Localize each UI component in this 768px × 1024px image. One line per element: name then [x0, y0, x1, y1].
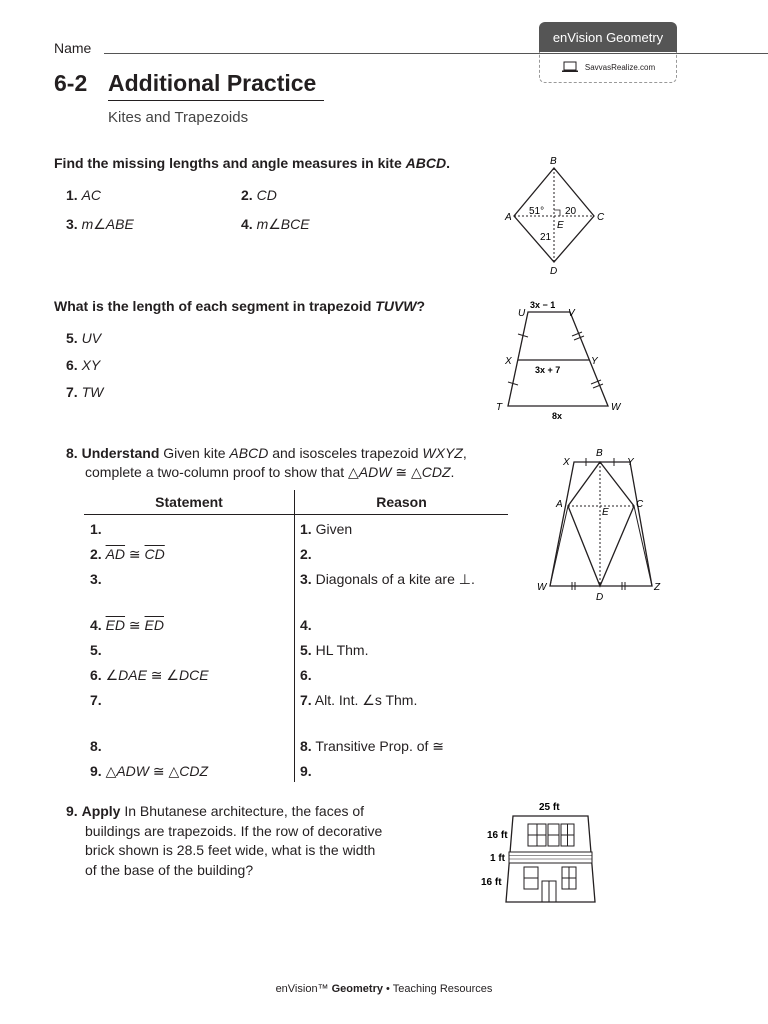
statement-cell[interactable] [84, 757, 295, 782]
label-D: D [596, 592, 604, 603]
problem-6 [66, 357, 100, 373]
statement-text: △ADW ≅ △CDZ [105, 763, 209, 779]
proof-row [84, 611, 508, 636]
problem-9-line3: brick shown is 28.5 feet wide, what is the width [85, 842, 376, 858]
statement-num: 3. [90, 571, 102, 587]
label-B: B [550, 156, 557, 167]
statement-text: $\overline{ED}$ ≅ $\overline{ED}$ [105, 617, 164, 633]
label-Y: Y [627, 457, 634, 468]
prompt-text: What is the length of each segment in trapezoid [54, 298, 376, 314]
brand-logo: enVision Geometry [539, 22, 677, 52]
label-X: X [563, 457, 570, 468]
problem-3 [66, 216, 134, 233]
prompt-variable: TUVW [375, 298, 417, 314]
proof-row [84, 515, 508, 541]
realize-url[interactable]: SavvasRealize.com [584, 62, 656, 72]
reason-text: HL Thm. [311, 642, 369, 658]
label-U: U [518, 308, 526, 319]
statement-cell[interactable] [84, 611, 295, 636]
kite-figure [500, 150, 620, 280]
proof-row [84, 732, 508, 757]
statement-cell[interactable] [84, 540, 295, 565]
footer-text: • Teaching Resources [382, 983, 493, 995]
reason-header: Reason [295, 490, 509, 515]
problem-8-line2 [85, 464, 454, 481]
bottom-length: 8x [552, 411, 563, 421]
reason-cell[interactable] [295, 515, 509, 541]
statement-num: 9. [90, 763, 102, 779]
problem-num: 1. [66, 187, 78, 203]
page-title: Additional Practice [108, 70, 324, 101]
label-A: A [505, 212, 512, 223]
statement-num: 8. [90, 738, 102, 754]
problem-num: 5. [66, 330, 78, 346]
mid-length: 3x + 7 [535, 365, 561, 375]
length-label-20: 20 [565, 206, 577, 217]
statement-num: 4. [90, 617, 102, 633]
problem-text: XY [81, 357, 101, 373]
problem-text: In Bhutanese architecture, the faces of [120, 803, 365, 819]
upper-height-label: 16 ft [487, 830, 508, 841]
problem-8-line1 [66, 445, 467, 461]
problem-text: complete a two-column proof to show that [85, 464, 349, 480]
problem-text: m∠BCE [256, 216, 310, 232]
reason-num: 2. [300, 546, 312, 562]
section1-prompt [54, 155, 450, 171]
proof-header-row [84, 490, 508, 515]
problem-9-line2: buildings are trapezoids. If the row of decorative [85, 822, 383, 839]
statement-num: 2. [90, 546, 102, 562]
footer-brand: enVision™ [275, 983, 332, 995]
label-V: V [568, 308, 575, 319]
problem-num: 9. [66, 803, 78, 819]
reason-num: 3. [300, 571, 312, 587]
statement-cell[interactable] [84, 515, 295, 541]
problem-text: CD [256, 187, 277, 203]
reason-text: Transitive Prop. of ≅ [311, 738, 445, 754]
problem-text: Given kite [159, 445, 230, 461]
reason-num: 7. [300, 692, 312, 708]
proof-row [84, 686, 508, 732]
problem-9 [66, 802, 382, 880]
label-D: D [550, 266, 558, 277]
proof-row [84, 565, 508, 611]
label-C: C [636, 499, 644, 510]
problem-num: 6. [66, 357, 78, 373]
problem-num: 2. [241, 187, 253, 203]
statement-cell[interactable] [84, 732, 295, 757]
prompt-text: Find the missing lengths and angle measures in kite [54, 155, 406, 171]
prompt-punct: . [446, 155, 450, 171]
label-B: B [596, 448, 603, 459]
problem-num: 4. [241, 216, 253, 232]
problem-4 [241, 216, 310, 233]
reason-text: Alt. Int. ∠s Thm. [311, 692, 418, 708]
problem-variable: ABCD [229, 445, 269, 461]
page-subtitle: Kites and Trapezoids [108, 109, 249, 126]
proof-row [84, 636, 508, 661]
reason-num: 6. [300, 667, 312, 683]
trapezoid-figure [490, 296, 630, 426]
label-C: C [597, 212, 605, 223]
problem-text: UV [81, 330, 102, 346]
label-A: A [556, 499, 563, 510]
statement-num: 6. [90, 667, 102, 683]
label-T: T [496, 402, 503, 413]
problem-text: m∠ABE [81, 216, 134, 232]
footer-product: Geometry [331, 983, 383, 995]
problem-num: 3. [66, 216, 78, 232]
problem-num: 8. [66, 445, 78, 461]
proof-table [84, 490, 508, 782]
length-label-21: 21 [540, 232, 552, 243]
problem-label: Apply [81, 803, 121, 819]
problem-text: AC [81, 187, 102, 203]
problem-label: Understand [81, 445, 160, 461]
reason-cell[interactable] [295, 732, 509, 757]
statement-text: ∠DAE ≅ ∠DCE [105, 667, 209, 683]
proof-row [84, 661, 508, 686]
label-W: W [537, 582, 547, 593]
reason-num: 1. [300, 521, 312, 537]
prompt-variable: ABCD [405, 155, 447, 171]
label-E: E [602, 507, 609, 518]
problem-2 [241, 187, 277, 203]
statement-num: 5. [90, 642, 102, 658]
reason-cell[interactable] [295, 757, 509, 782]
problem-5 [66, 330, 101, 346]
proof-row [84, 540, 508, 565]
label-Z: Z [654, 582, 661, 593]
problem-7 [66, 384, 103, 400]
lesson-number: 6-2 [54, 70, 88, 96]
name-label: Name [54, 40, 92, 56]
reason-num: 9. [300, 763, 312, 779]
statement-cell[interactable] [84, 565, 295, 611]
prompt-punct: ? [416, 298, 426, 314]
statement-cell[interactable] [84, 661, 295, 686]
realize-badge[interactable] [539, 52, 677, 83]
reason-num: 4. [300, 617, 312, 633]
problem-variable: △ADW ≅ △CDZ [348, 464, 451, 480]
reason-cell[interactable] [295, 611, 509, 636]
reason-text: Diagonals of a kite are ⊥. [311, 571, 475, 587]
kite-trapezoid-figure [530, 442, 670, 604]
reason-cell[interactable] [295, 661, 509, 686]
top-width-label: 25 ft [539, 802, 560, 813]
angle-label: 51° [529, 206, 545, 217]
top-length: 3x − 1 [530, 300, 556, 310]
label-E: E [557, 220, 564, 231]
page-footer [0, 983, 768, 995]
problem-variable: WXYZ [422, 445, 463, 461]
statement-header: Statement [84, 490, 295, 515]
statement-num: 7. [90, 692, 102, 708]
reason-num: 8. [300, 738, 312, 754]
reason-num: 5. [300, 642, 312, 658]
reason-cell[interactable] [295, 540, 509, 565]
problem-9-line1 [66, 802, 382, 822]
statement-cell[interactable] [84, 686, 295, 732]
laptop-icon [561, 61, 579, 73]
section2-prompt [54, 298, 425, 314]
label-W: W [611, 402, 621, 413]
problem-1 [66, 187, 101, 203]
reason-cell[interactable] [295, 686, 509, 732]
problem-num: 7. [66, 384, 78, 400]
statement-num: 1. [90, 521, 102, 537]
label-X: X [505, 356, 512, 367]
brick-height-label: 1 ft [490, 853, 505, 864]
statement-text: $\overline{AD}$ ≅ $\overline{CD}$ [105, 546, 165, 562]
reason-cell[interactable] [295, 636, 509, 661]
problem-text: TW [81, 384, 104, 400]
label-Y: Y [591, 356, 598, 367]
lower-height-label: 16 ft [481, 877, 502, 888]
statement-cell[interactable] [84, 636, 295, 661]
problem-9-line4: of the base of the building? [85, 861, 254, 878]
problem-text: . [450, 464, 455, 480]
problem-text: and isosceles trapezoid [268, 445, 423, 461]
building-figure [478, 798, 608, 908]
reason-text: Given [311, 521, 353, 537]
reason-cell[interactable] [295, 565, 509, 611]
problem-text: , [462, 445, 467, 461]
proof-row [84, 757, 508, 782]
